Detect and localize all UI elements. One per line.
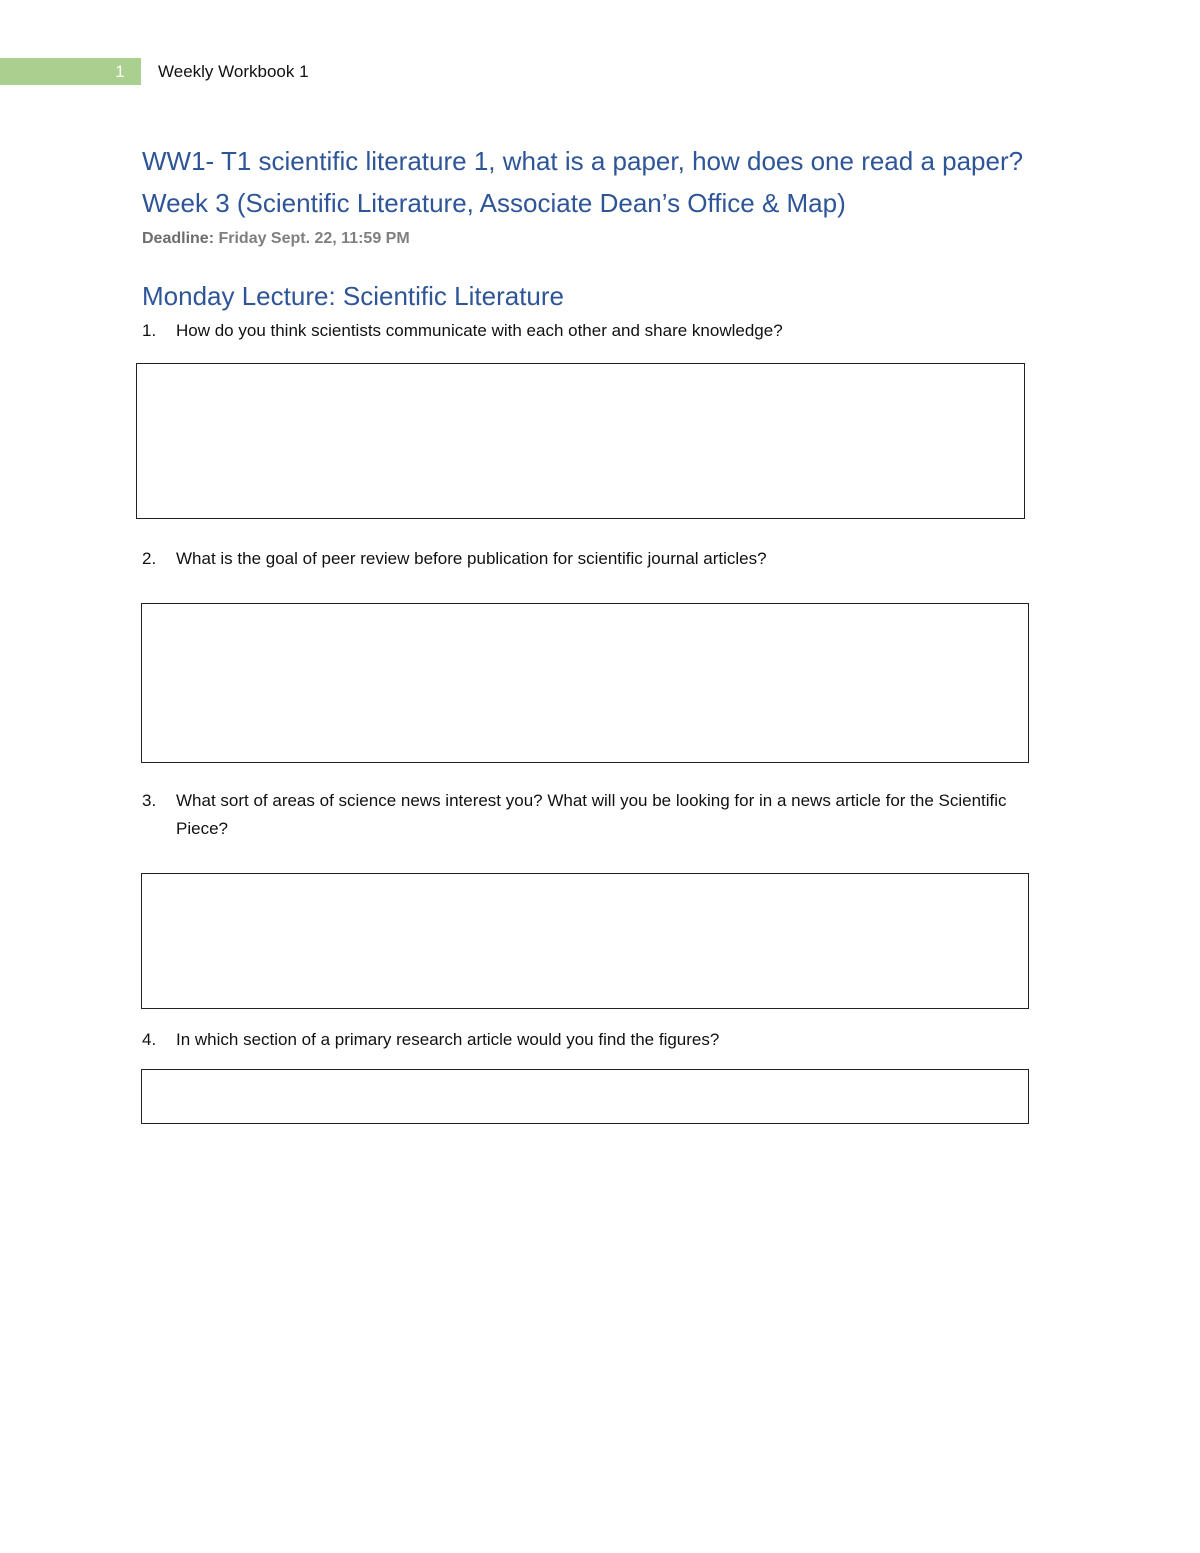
question-3-text: What sort of areas of science news interest you? What will you be looking for in a news article for the Scientific Piece? <box>176 791 1007 838</box>
document-title: WW1- T1 scientific literature 1, what is a paper, how does one read a paper? Week 3 (Scientific Literature, Associate Dean’s Office & Map) <box>142 146 1024 218</box>
question-2-text: What is the goal of peer review before publication for scientific journal articles? <box>176 549 767 568</box>
section-heading: Monday Lecture: Scientific Literature <box>142 281 564 311</box>
question-3-number: 3. <box>142 791 157 810</box>
question-4-number: 4. <box>142 1030 157 1049</box>
answer-box-4[interactable] <box>141 1069 1029 1124</box>
question-4 <box>142 1026 1042 1054</box>
deadline-label: Deadline: <box>142 230 215 247</box>
deadline <box>142 227 410 251</box>
question-2 <box>142 545 1042 573</box>
question-1-text: How do you think scientists communicate with each other and share knowledge? <box>176 321 783 340</box>
question-1-number: 1. <box>142 321 157 340</box>
page-number: 1 <box>115 62 125 81</box>
deadline-value: Friday Sept. 22, 11:59 PM <box>218 230 410 247</box>
question-1 <box>142 317 1042 345</box>
question-2-number: 2. <box>142 549 157 568</box>
answer-box-3[interactable] <box>141 873 1029 1009</box>
answer-box-1[interactable] <box>136 363 1025 519</box>
running-header-title: Weekly Workbook 1 <box>158 62 309 81</box>
question-3 <box>142 787 1042 843</box>
question-4-text: In which section of a primary research article would you find the figures? <box>176 1030 720 1049</box>
answer-box-2[interactable] <box>141 603 1029 763</box>
